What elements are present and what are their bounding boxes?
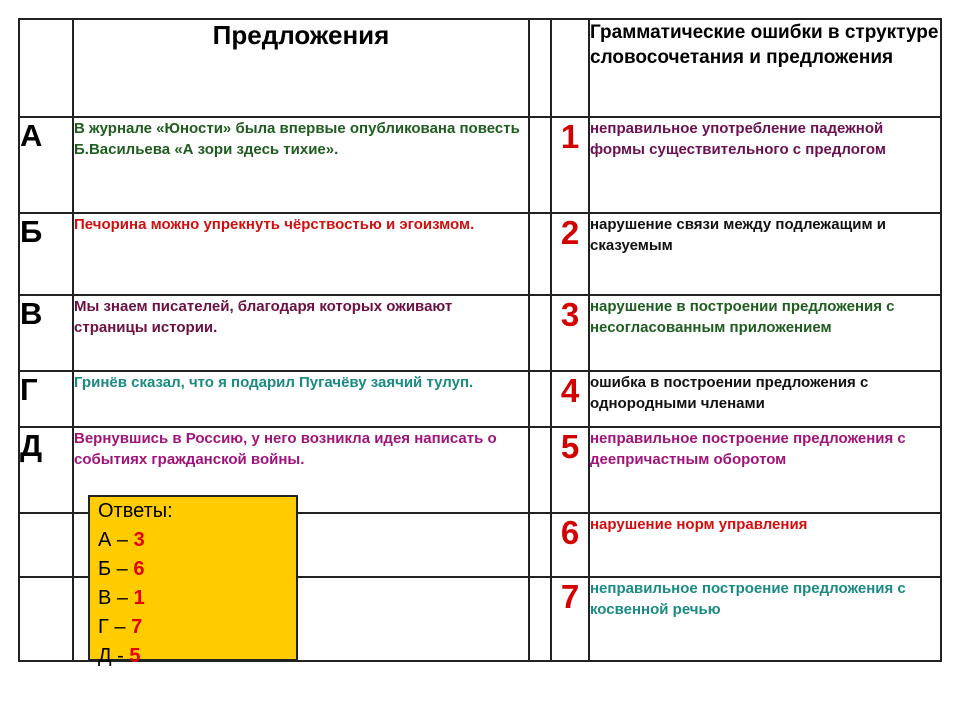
row-letter: Д <box>19 427 73 513</box>
error-cell: ошибка в построении предложения с однородными членами <box>589 371 941 427</box>
answer-value: 1 <box>133 587 145 609</box>
answers-box <box>88 495 298 667</box>
answer-row <box>98 613 296 642</box>
row-letter: В <box>19 295 73 371</box>
table-row <box>19 295 941 371</box>
spacer-cell <box>529 371 551 427</box>
answers-title: Ответы: <box>98 500 173 522</box>
header-number-cell <box>551 19 589 117</box>
answer-letter: Д <box>98 645 112 667</box>
answer-separator: – <box>108 616 132 638</box>
sentence-cell: Гринёв сказал, что я подарил Пугачёву заячий тулуп. <box>73 371 529 427</box>
error-cell: нарушение в построении предложения с несогласованным приложением <box>589 295 941 371</box>
spacer-cell <box>529 295 551 371</box>
answer-row <box>98 642 296 671</box>
sentence-cell: Вернувшись в Россию, у него возникла идея написать о событиях гражданской войны. <box>73 427 529 513</box>
row-letter: Г <box>19 371 73 427</box>
answer-value: 3 <box>133 529 145 551</box>
spacer-cell <box>529 213 551 295</box>
error-cell: неправильное построение предложения с деепричастным оборотом <box>589 427 941 513</box>
answer-separator: – <box>111 587 134 609</box>
error-cell: нарушение связи между подлежащим и сказуемым <box>589 213 941 295</box>
answer-separator: - <box>111 645 130 667</box>
error-cell: неправильное употребление падежной формы существительного с предлогом <box>589 117 941 213</box>
sentences-header: Предложения <box>73 19 529 117</box>
row-letter <box>19 513 73 577</box>
answer-row <box>98 526 296 555</box>
answer-letter: Г <box>98 616 109 638</box>
error-number: 3 <box>551 295 589 371</box>
spacer-cell <box>529 427 551 513</box>
error-number: 1 <box>551 117 589 213</box>
answer-row <box>98 555 296 584</box>
answer-letter: А <box>98 529 112 551</box>
sentence-cell: В журнале «Юности» была впервые опубликована повесть Б.Васильева «А зори здесь тихие». <box>73 117 529 213</box>
answer-letter: Б <box>98 558 112 580</box>
table-row <box>19 213 941 295</box>
table-row <box>19 371 941 427</box>
sentence-cell: Мы знаем писателей, благодаря которых оживают страницы истории. <box>73 295 529 371</box>
spacer-cell <box>529 513 551 577</box>
row-letter <box>19 577 73 661</box>
answer-value: 6 <box>133 558 145 580</box>
error-cell: неправильное построение предложения с косвенной речью <box>589 577 941 661</box>
sentence-cell: Печорина можно упрекнуть чёрствостью и эгоизмом. <box>73 213 529 295</box>
row-letter: А <box>19 117 73 213</box>
header-row <box>19 19 941 117</box>
answer-separator: – <box>111 529 134 551</box>
table-row <box>19 117 941 213</box>
spacer-cell <box>529 117 551 213</box>
answer-row <box>98 584 296 613</box>
errors-header: Грамматические ошибки в структуре словосочетания и предложения <box>589 19 941 117</box>
header-spacer-cell <box>529 19 551 117</box>
error-number: 2 <box>551 213 589 295</box>
spacer-cell <box>529 577 551 661</box>
error-number: 7 <box>551 577 589 661</box>
row-letter: Б <box>19 213 73 295</box>
answer-value: 5 <box>129 645 141 667</box>
answer-letter: В <box>98 587 112 609</box>
error-number: 4 <box>551 371 589 427</box>
error-number: 5 <box>551 427 589 513</box>
header-empty-cell <box>19 19 73 117</box>
error-cell: нарушение норм управления <box>589 513 941 577</box>
answer-value: 7 <box>131 616 143 638</box>
error-number: 6 <box>551 513 589 577</box>
answer-separator: – <box>111 558 134 580</box>
